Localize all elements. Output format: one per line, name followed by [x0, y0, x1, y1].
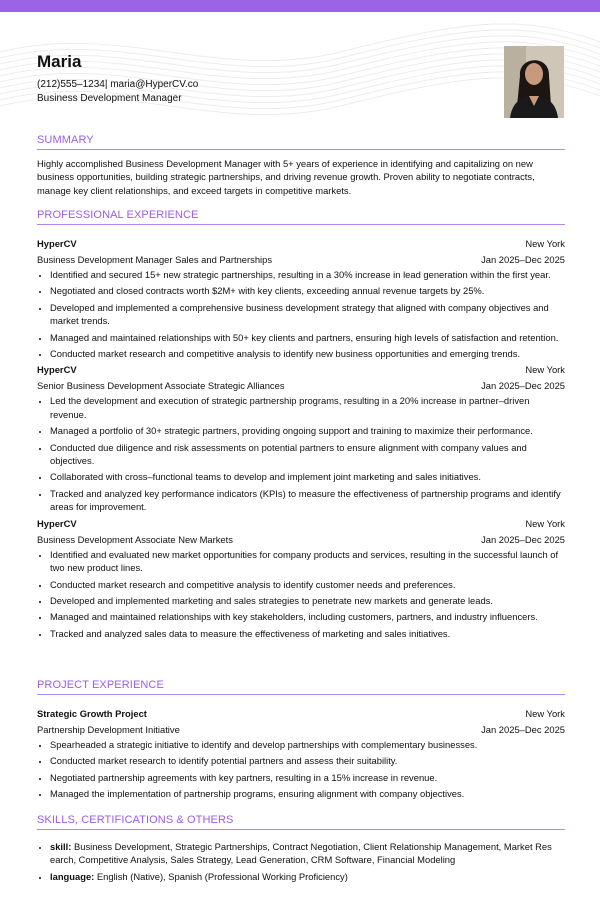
job-bullet: • Managed and maintained relationships with 50+ key clients and partners, ensuring high levels of satisfaction and retention. — [50, 331, 565, 344]
job-entry — [37, 517, 565, 640]
job-location: New York — [525, 364, 565, 376]
summary-section — [37, 134, 565, 197]
project-bullet: • Negotiated partnership agreements with key partners, resulting in a 15% increase in revenue. — [50, 771, 565, 784]
job-company: HyperCV — [37, 517, 77, 529]
language-item — [50, 870, 565, 883]
job-bullet: • Managed a portfolio of 30+ strategic partners, providing ongoing support and training to maximize their performance. — [50, 424, 565, 437]
project-entry — [37, 707, 565, 801]
job-bullets — [37, 394, 565, 513]
project-bullets — [37, 738, 565, 801]
contact-info: (212)555–1234| maria@HyperCV.co — [37, 79, 199, 90]
job-dates: Jan 2025–Dec 2025 — [481, 380, 565, 392]
projects-section — [37, 679, 565, 804]
job-bullet: • Collaborated with cross–functional teams to develop and implement joint marketing and sales initiatives. — [50, 470, 565, 483]
job-bullets — [37, 268, 565, 360]
candidate-name: Maria — [37, 52, 82, 71]
experience-section — [37, 209, 565, 643]
job-entry — [37, 363, 565, 513]
job-company: HyperCV — [37, 238, 77, 249]
job-dates: Jan 2025–Dec 2025 — [481, 254, 565, 265]
skills-section — [37, 814, 565, 886]
job-bullets — [37, 548, 565, 640]
job-bullet: • Developed and implemented a comprehensive business development strategy that aligned with company objectives and market trends. — [50, 301, 565, 328]
job-bullet: • Managed and maintained relationships with key stakeholders, including customers, partners, and industry influencers. — [50, 610, 565, 623]
job-location: New York — [525, 238, 565, 249]
skills-list — [37, 840, 565, 883]
job-bullet: • Negotiated and closed contracts worth $2M+ with key clients, exceeding annual revenue targets by 25%. — [50, 284, 565, 297]
skill-value: Business Development, Strategic Partnerships, Contract Negotiation, Client Relationship Management, Market Res earch, Competitive Analysis, Sales Strategy, Lead Generation, CRM Software, Financial Modeling — [50, 841, 552, 866]
job-position: Business Development Manager Sales and Partnerships — [37, 254, 273, 265]
project-bullet: • Managed the implementation of partnership programs, ensuring alignment with company objectives. — [50, 787, 565, 800]
job-bullet: • Conducted market research and competitive analysis to identify new business opportunities and emerging trends. — [50, 347, 565, 360]
language-value: English (Native), Spanish (Professional Working Proficiency) — [96, 870, 348, 882]
job-bullet: • Conducted market research and competitive analysis to identify customer needs and preferences. — [50, 578, 565, 591]
candidate-title: Business Development Manager — [37, 93, 182, 104]
project-location: New York — [525, 708, 565, 719]
summary-text: Highly accomplished Business Development Manager with 5+ years of experience in identifying and capitalizing on new business opportunities, building strategic partnerships, and driving revenue growth. Proven ability to negotiate contracts, manage key client relationships, and exceed targets in competitive markets. — [37, 158, 535, 196]
job-bullet: • Tracked and analyzed sales data to measure the effectiveness of marketing and sales initiatives. — [50, 627, 565, 640]
project-name: Strategic Growth Project — [37, 708, 147, 719]
projects-heading: PROJECT EXPERIENCE — [37, 679, 565, 695]
skill-item — [50, 840, 565, 867]
project-role: Partnership Development Initiative — [37, 724, 180, 735]
job-bullet: • Led the development and execution of strategic partnership programs, resulting in a 20% increase in partner–driven revenue. — [50, 394, 565, 421]
language-label: language: — [50, 870, 95, 882]
resume-header — [37, 52, 198, 104]
job-bullet: • Conducted due diligence and risk assessments on potential partners to ensure alignment with company values and objectives. — [50, 441, 565, 468]
skills-heading: SKILLS, CERTIFICATIONS & OTHERS — [37, 814, 565, 830]
job-dates: Jan 2025–Dec 2025 — [481, 533, 565, 545]
job-entry — [37, 237, 565, 360]
profile-photo — [504, 46, 564, 118]
project-bullet: • Spearheaded a strategic initiative to identify and develop partnerships with complementary businesses. — [50, 738, 565, 751]
job-company: HyperCV — [37, 364, 77, 376]
job-location: New York — [525, 517, 565, 529]
project-bullet: • Conducted market research to identify potential partners and assess their suitability. — [50, 754, 565, 767]
job-bullet: • Tracked and analyzed key performance indicators (KPIs) to measure the effectiveness of partnership programs and identify areas for improvement. — [50, 487, 565, 514]
top-accent-bar — [0, 0, 600, 12]
experience-heading: PROFESSIONAL EXPERIENCE — [37, 209, 565, 225]
job-bullet: • Identified and secured 15+ new strategic partnerships, resulting in a 30% increase in lead generation within the first year. — [50, 268, 565, 281]
summary-heading: SUMMARY — [37, 134, 565, 150]
job-position: Senior Business Development Associate Strategic Alliances — [37, 380, 285, 392]
skill-label: skill: — [50, 841, 72, 852]
project-dates: Jan 2025–Dec 2025 — [481, 724, 565, 735]
job-bullet: • Identified and evaluated new market opportunities for company products and services, resulting in the successful launch of two new product lines. — [50, 548, 565, 575]
job-position: Business Development Associate New Markets — [37, 533, 233, 545]
job-bullet: • Developed and implemented marketing and sales strategies to penetrate new markets and generate leads. — [50, 594, 565, 607]
